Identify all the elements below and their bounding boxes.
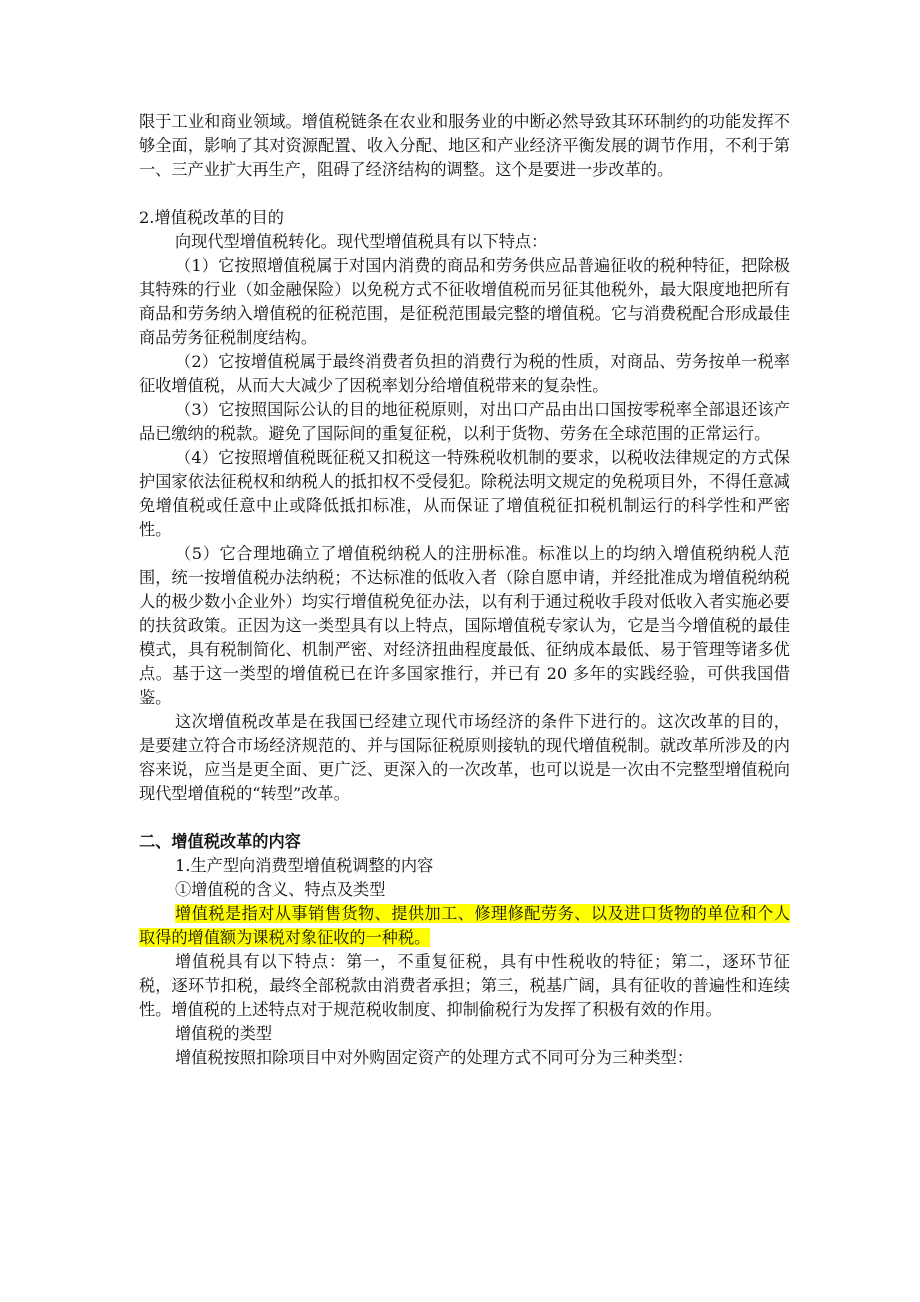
spacer: [139, 806, 790, 830]
subheading-1: 1.生产型向消费型增值税调整的内容: [175, 856, 434, 875]
feature-1: （1）它按照增值税属于对国内消费的商品和劳务供应品普遍征收的税种特征，把除极其特殊的行业（如金融保险）以免税方式不征收增值税而另征其他税外，最大限度地把所有商品和劳务纳入增值税的征税范围，是征税范围最完整的增值税。它与消费税配合形成最佳商品劳务征税制度结构。: [139, 256, 790, 347]
feature-2: （2）它按增值税属于最终消费者负担的消费行为税的性质，对商品、劳务按单一税率征收增值税，从而大大减少了因税率划分给增值税带来的复杂性。: [139, 352, 790, 395]
feature-3: （3）它按照国际公认的目的地征税原则，对出口产品由出口国按零税率全部退还该产品已缴纳的税款。避免了国际间的重复征税，以利于货物、劳务在全球范围的正常运行。: [139, 400, 790, 443]
feature-4: （4）它按照增值税既征税又扣税这一特殊税收机制的要求，以税收法律规定的方式保护国家依法征税权和纳税人的抵扣权不受侵犯。除税法明文规定的免税项目外，不得任意减免增值税或任意中止或降低抵扣标准，从而保证了增值税征扣税机制运行的科学性和严密性。: [139, 448, 790, 539]
reform-paragraph: 这次增值税改革是在我国已经建立现代市场经济的条件下进行的。这次改革的目的，是要建立符合市场经济规范的、并与国际征税原则接轨的现代增值税制。就改革所涉及的内容来说，应当是更全面、更广泛、更深入的一次改革，也可以说是一次由不完整型增值税向现代型增值税的“转型”改革。: [139, 712, 790, 803]
intro-paragraph: 限于工业和商业领域。增值税链条在农业和服务业的中断必然导致其环环制约的功能发挥不够全面，影响了其对资源配置、收入分配、地区和产业经济平衡发展的调节作用，不利于第一、三产业扩大再生产，阻碍了经济结构的调整。这个是要进一步改革的。: [139, 112, 790, 179]
types-lead: 增值税按照扣除项目中对外购固定资产的处理方式不同可分为三种类型：: [175, 1048, 693, 1067]
spacer: [139, 182, 790, 206]
characteristics-paragraph: 增值税具有以下特点：第一，不重复征税，具有中性税收的特征；第二，逐环节征税，逐环节扣税，最终全部税款由消费者承担；第三，税基广阔，具有征收的普遍性和连续性。增值税的上述特点对于规范税收制度、抑制偷税行为发挥了积极有效的作用。: [139, 952, 790, 1019]
highlighted-definition: 增值税是指对从事销售货物、提供加工、修理修配劳务、以及进口货物的单位和个人取得的增值额为课税对象征收的一种税。: [139, 904, 790, 947]
definition-paragraph: [139, 902, 790, 950]
types-heading: 增值税的类型: [175, 1024, 273, 1043]
subheading-1-1: ①增值税的含义、特点及类型: [175, 880, 386, 899]
feature-5: （5）它合理地确立了增值税纳税人的注册标准。标准以上的均纳入增值税纳税人范围，统一按增值税办法纳税；不达标准的低收入者（除自愿申请，并经批准成为增值税纳税人的极少数小企业外）均实行增值税免征办法，以有利于通过税收手段对低收入者实施必要的扶贫政策。正因为这一类型具有以上特点，国际增值税专家认为，它是当今增值税的最佳模式，具有税制简化、机制严密、对经济扭曲程度最低、征纳成本最低、易于管理等诸多优点。基于这一类型的增值税已在许多国家推行，并已有 20 多年的实践经验，可供我国借鉴。: [139, 544, 790, 707]
part-two-heading: 二、增值税改革的内容: [139, 832, 301, 851]
section-2-heading: 2.增值税改革的目的: [139, 208, 284, 227]
section-2-lead: 向现代型增值税转化。现代型增值税具有以下特点：: [175, 232, 548, 251]
